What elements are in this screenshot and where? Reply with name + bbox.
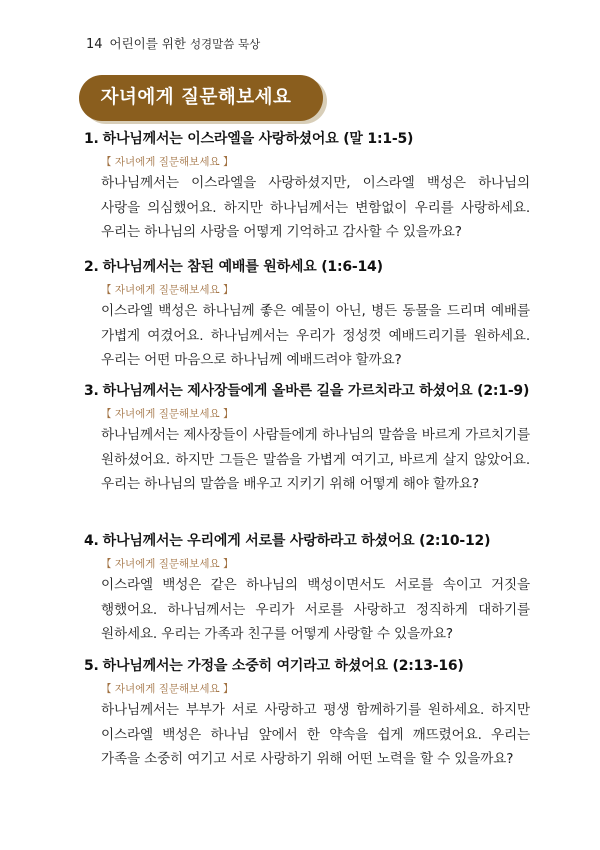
question-title	[84, 655, 530, 675]
question-title-text: 하나님께서는 참된 예배를 원하세요 (1:6-14)	[102, 259, 383, 275]
question-tag: 【 자녀에게 질문해보세요 】	[101, 558, 234, 570]
page-number: 14	[86, 37, 103, 52]
book-subtitle: 성경말씀 묵상	[189, 37, 261, 51]
question-title	[84, 128, 530, 148]
question-item	[86, 655, 530, 772]
question-body: 하나님께서는 제사장들이 사람들에게 하나님의 말씀을 바르게 가르치기를 원하셨어요. 하지만 그들은 말씀을 가볍게 여기고, 바르게 살지 않았어요. 우리는 하나님의 말씀을 배우고 지키기 위해 어떻게 해야 할까요?	[101, 427, 530, 492]
section-banner-title: 자녀에게 질문해보세요	[100, 87, 292, 108]
section-banner	[79, 75, 323, 121]
question-body: 이스라엘 백성은 하나님께 좋은 예물이 아닌, 병든 동물을 드리며 예배를 가볍게 여겼어요. 하나님께서는 우리가 정성껏 예배드리기를 원하세요. 우리는 어떤 마음으로 하나님께 예배드려야 할까요?	[101, 303, 530, 368]
question-title-text: 하나님께서는 가정을 소중히 여기라고 하셨어요 (2:13-16)	[102, 658, 464, 674]
question-title-text: 하나님께서는 이스라엘을 사랑하셨어요 (말 1:1-5)	[102, 131, 414, 147]
question-tag: 【 자녀에게 질문해보세요 】	[101, 284, 234, 296]
question-title-text: 하나님께서는 제사장들에게 올바른 길을 가르치라고 하셨어요 (2:1-9)	[102, 383, 530, 399]
question-tag: 【 자녀에게 질문해보세요 】	[101, 156, 234, 168]
book-title: 어린이를 위한	[109, 36, 186, 51]
question-tag: 【 자녀에게 질문해보세요 】	[101, 408, 234, 420]
question-title	[84, 380, 530, 400]
question-item	[86, 256, 530, 373]
question-body: 하나님께서는 부부가 서로 사랑하고 평생 함께하기를 원하세요. 하지만 이스라엘 백성은 하나님 앞에서 한 약속을 쉽게 깨뜨렸어요. 우리는 가족을 소중히 여기고 서로 사랑하기 위해 어떤 노력을 할 수 있을까요?	[101, 702, 530, 767]
question-title	[84, 530, 530, 550]
question-item	[86, 380, 530, 497]
question-body: 하나님께서는 이스라엘을 사랑하셨지만, 이스라엘 백성은 하나님의 사랑을 의심했어요. 하지만 하나님께서는 변함없이 우리를 사랑하세요. 우리는 하나님의 사랑을 어떻게 기억하고 감사할 수 있을까요?	[101, 175, 530, 240]
question-number: 1.	[84, 131, 99, 147]
question-body: 이스라엘 백성은 같은 하나님의 백성이면서도 서로를 속이고 거짓을 행했어요. 하나님께서는 우리가 서로를 사랑하고 정직하게 대하기를 원하세요. 우리는 가족과 친구를 어떻게 사랑할 수 있을까요?	[101, 577, 530, 642]
question-item	[86, 128, 530, 245]
question-title-text: 하나님께서는 우리에게 서로를 사랑하라고 하셨어요 (2:10-12)	[102, 533, 491, 549]
question-number: 2.	[84, 259, 99, 275]
question-tag: 【 자녀에게 질문해보세요 】	[101, 683, 234, 695]
question-number: 4.	[84, 533, 99, 549]
question-item	[86, 530, 530, 647]
running-header	[86, 34, 260, 52]
question-number: 5.	[84, 658, 99, 674]
question-number: 3.	[84, 383, 99, 399]
question-title	[84, 256, 530, 276]
